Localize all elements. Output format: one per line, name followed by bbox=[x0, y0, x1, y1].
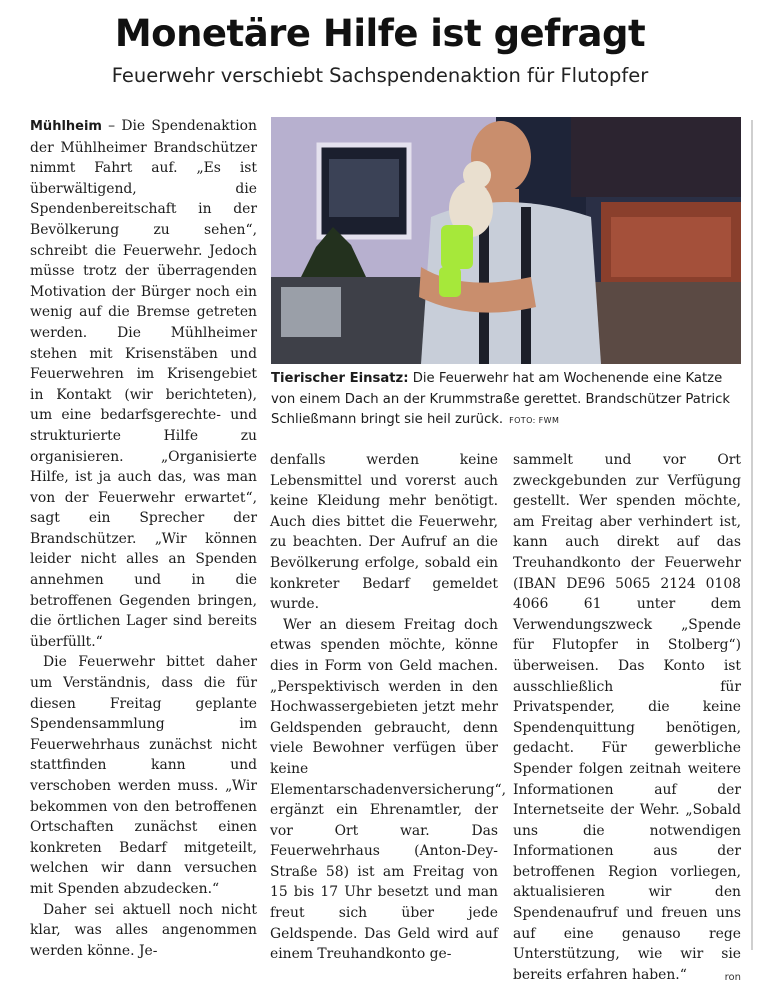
paragraph: Daher sei aktuell noch nicht klar, was alles angenommen werden könne. Je- bbox=[30, 901, 257, 959]
article-column-1 bbox=[30, 116, 257, 961]
paragraph: Wer an diesem Freitag doch etwas spenden möchte, könne dies in Form von Geld machen. „Perspektivisch werden in den Hochwassergebieten jetzt mehr Geldspenden gebraucht, denn viele Bewohner verfügen über keine Elementarschadenversicherung“, ergänzt ein Ehrenamtler, der vor Ort war. Das Feuerwehrhaus (Anton-Dey-Straße 58) ist am Freitag von 15 bis 17 Uhr besetzt und man freut sich über jede Geldspende. Das Geld wird auf einem Treuhandkonto ge- bbox=[270, 616, 507, 963]
caption-text: Die Feuerwehr hat am Wochenende eine Katze von einem Dach an der Krummstraße gerettet. Brandschützer Patrick Schließmann bringt sie heil zurück. bbox=[271, 371, 731, 427]
paragraph: denfalls werden keine Lebensmittel und vorerst auch keine Kleidung mehr benötigt. Auch dies bittet die Feuerwehr, zu beachten. Der Aufruf an die Bevölkerung erfolge, sobald ein konkreter Bedarf gemeldet wurde. bbox=[270, 452, 498, 613]
paragraph bbox=[513, 450, 741, 985]
dateline-separator: – bbox=[101, 118, 122, 134]
paragraph: Die Feuerwehr bittet daher um Verständnis, dass die für diesen Freitag geplante Spendensammlung im Feuerwehrhaus zunächst nicht stattfinden kann und verschoben werden muss. „Wir bekommen von den betroffenen Ortschaften zunächst einen konkreten Bedarf mitgeteilt, welchen wir dann versuchen mit Spenden abzudecken.“ bbox=[30, 654, 257, 897]
headline: Monetäre Hilfe ist gefragt bbox=[114, 12, 646, 55]
paragraph-text: sammelt und vor Ort zweckgebunden zur Verfügung gestellt. Wer spenden möchte, am Freitag aber verhindert ist, kann auch direkt auf das Treuhandkonto der Feuerwehr (IBAN DE96 5065 2124 0108 4066 61 unter dem Verwendungszweck „Spende für Flutopfer in Stolberg“) überweisen. Das Konto ist ausschließlich für Privatspender, die keine Spendenquittung benötigen, gedacht. Für gewerbliche Spender folgen zeitnah weitere Informationen auf der Internetseite der Wehr. „Sobald uns die notwendigen Informationen aus der betroffenen Region vorliegen, aktualisieren wir den Spendenaufruf und freuen uns auf eine genauso rege Unterstützung, wie wir sie bereits erfahren haben.“ bbox=[513, 452, 741, 983]
photo-illustration bbox=[271, 117, 741, 364]
author-initials: ron bbox=[724, 971, 741, 983]
article-photo bbox=[271, 117, 741, 364]
article-column-3 bbox=[513, 450, 741, 988]
dateline: Mühlheim bbox=[30, 119, 102, 134]
subheadline: Feuerwehr verschiebt Sachspendenaktion für Flutopfer bbox=[111, 64, 649, 87]
photo-caption bbox=[271, 369, 743, 432]
caption-lead: Tierischer Einsatz: bbox=[271, 371, 409, 386]
article-column-2 bbox=[270, 450, 507, 965]
paragraph-text: Die Spendenaktion der Mühlheimer Brandschützer nimmt Fahrt auf. „Es ist überwältigend, die Spendenbereitschaft in der Bevölkerung zu sehen“, schreibt die Feuerwehr. Jedoch müsse trotz der überragenden Motivation der Bürger noch ein wenig auf die Bremse getreten werden. Die Mühlheimer stehen mit Krisenstäben und Feuerwehren im Krisengebiet in Kontakt (wir berichteten), um eine bedarfsgerechte- und strukturierte Hilfe zu organisieren. „Organisierte Hilfe, ist ja auch das, was man von der Feuerwehr erwartet“, sagt ein Sprecher der Brandschützer. „Wir können leider nicht alles an Spenden annehmen und in die betroffenen Gegenden bringen, die örtlichen Lager sind bereits überfüllt.“ bbox=[30, 118, 257, 650]
photo-credit: FOTO: FWM bbox=[509, 416, 560, 425]
adjacent-page-edge bbox=[748, 120, 756, 950]
paragraph bbox=[30, 116, 257, 652]
